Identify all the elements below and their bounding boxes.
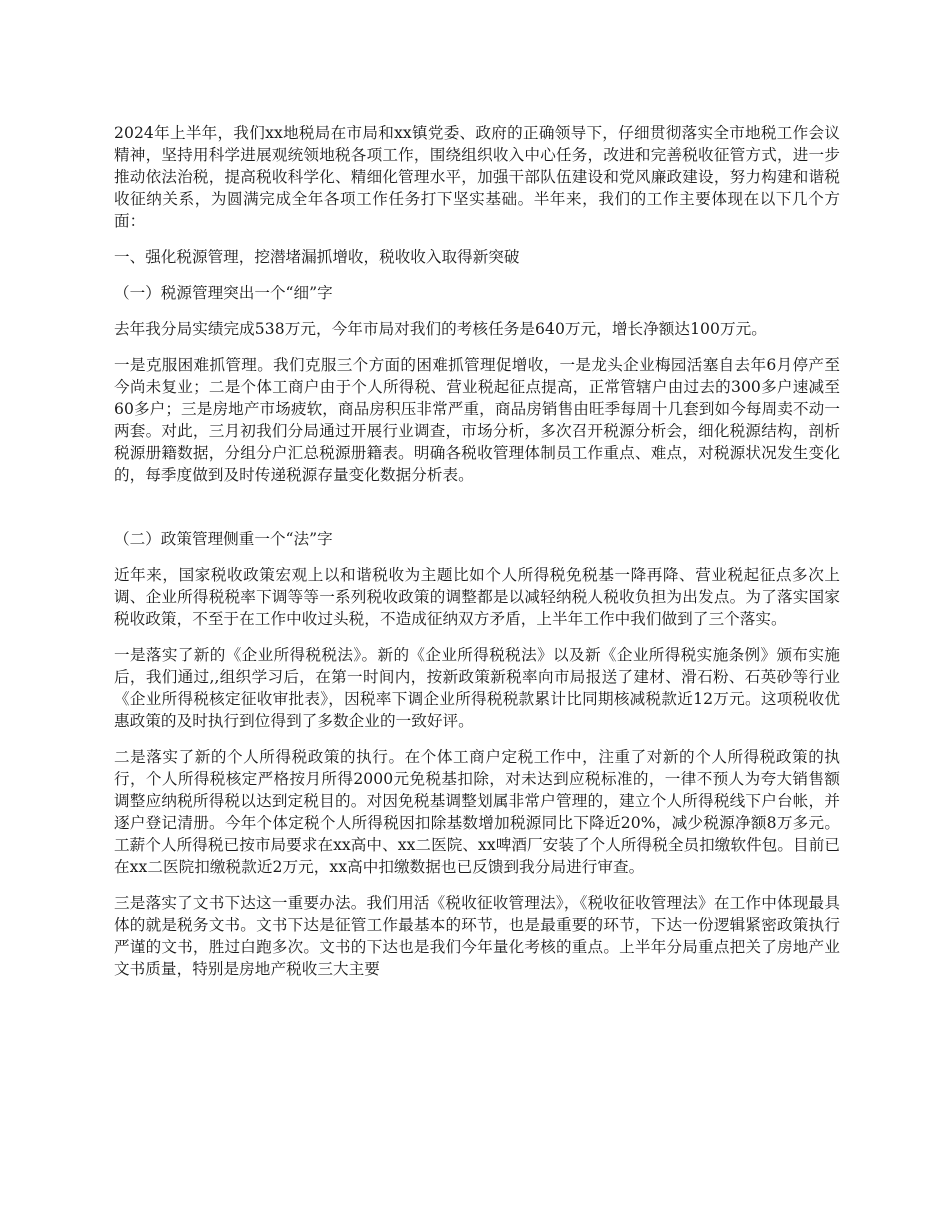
section-heading-1: 一、强化税源管理，挖潜堵漏抓增收，税收收入取得新突破 [114,248,520,266]
subsection-heading-1: （一）税源管理突出一个“细”字 [114,284,333,302]
paragraph-target: 去年我分局实绩完成538万元，今年市局对我们的考核任务是640万元，增长净额达100万元。 [114,320,767,338]
intro-paragraph: 2024年上半年，我们xx地税局在市局和xx镇党委、政府的正确领导下，仔细贯彻落实全市地税工作会议精神，坚持用科学进展观统领地税各项工作，围绕组织收入中心任务，改进和完善税收征管方式，进一步推动依法治税，提高税收科学化、精细化管理水平，加强干部队伍建设和党风廉政建设，努力构建和谐税收征纳关系，为圆满完成全年各项工作任务打下坚实基础。半年来，我们的工作主要体现在以下几个方面： [114,124,840,230]
subsection-heading-2: （二）政策管理侧重一个“法”字 [114,530,333,548]
paragraph-difficulty-management: 一是克服困难抓管理。我们克服三个方面的困难抓管理促增收，一是龙头企业梅园活塞自去年6月停产至今尚未复业；二是个体工商户由于个人所得税、营业税起征点提高，正常管辖户由过去的300多户速减至60多户；三是房地产市场疲软，商品房积压非常严重，商品房销售由旺季每周十几套到如今每周卖不动一两套。对此，三月初我们分局通过开展行业调查，市场分析，多次召开税源分析会，细化税源结构，剖析税源册籍数据，分组分户汇总税源册籍表。明确各税收管理体制员工作重点、难点，对税源状况发生变化的，每季度做到及时传递税源存量变化数据分析表。 [114,356,840,484]
paragraph-enterprise-income-tax: 一是落实了新的《企业所得税税法》。新的《企业所得税税法》以及新《企业所得税实施条例》颁布实施后，我们通过,,组织学习后，在第一时间内，按新政策新税率向市局报送了建材、滑石粉、石英砂等行业《企业所得税核定征收审批表》，因税率下调企业所得税税款累计比同期核减税款近12万元。这项税收优惠政策的及时执行到位得到了多数企业的一致好评。 [114,646,840,730]
paragraph-personal-income-tax: 二是落实了新的个人所得税政策的执行。在个体工商户定税工作中，注重了对新的个人所得税政策的执行，个人所得税核定严格按月所得2000元免税基扣除，对未达到应税标准的，一律不预人为夸大销售额调整应纳税所得税以达到定税目的。对因免税基调整划属非常户管理的，建立个人所得税线下户台帐，并逐户登记清册。今年个体定税个人所得税因扣除基数增加税源同比下降近20%，减少税源净额8万多元。工薪个人所得税已按市局要求在xx高中、xx二医院、xx啤酒厂安装了个人所得税全员扣缴软件包。目前已在xx二医院扣缴税款近2万元，xx高中扣缴数据也已反馈到我分局进行审查。 [114,748,840,876]
paragraph-tax-documents: 三是落实了文书下达这一重要办法。我们用活《税收征收管理法》，《税收征收管理法》在工作中体现最具体的就是税务文书。文书下达是征管工作最基本的环节，也是最重要的环节，下达一份逻辑紧密政策执行严谨的文书，胜过白跑多次。文书的下达也是我们今年量化考核的重点。上半年分局重点把关了房地产业文书质量，特别是房地产税收三大主要 [114,894,840,978]
paragraph-policy-overview: 近年来，国家税收政策宏观上以和谐税收为主题比如个人所得税免税基一降再降、营业税起征点多次上调、企业所得税税率下调等等一系列税收政策的调整都是以减轻纳税人税收负担为出发点。为了落实国家税收政策，不至于在工作中收过头税，不造成征纳双方矛盾，上半年工作中我们做到了三个落实。 [114,566,840,628]
document-body [114,122,840,994]
section-spacer [114,500,840,528]
